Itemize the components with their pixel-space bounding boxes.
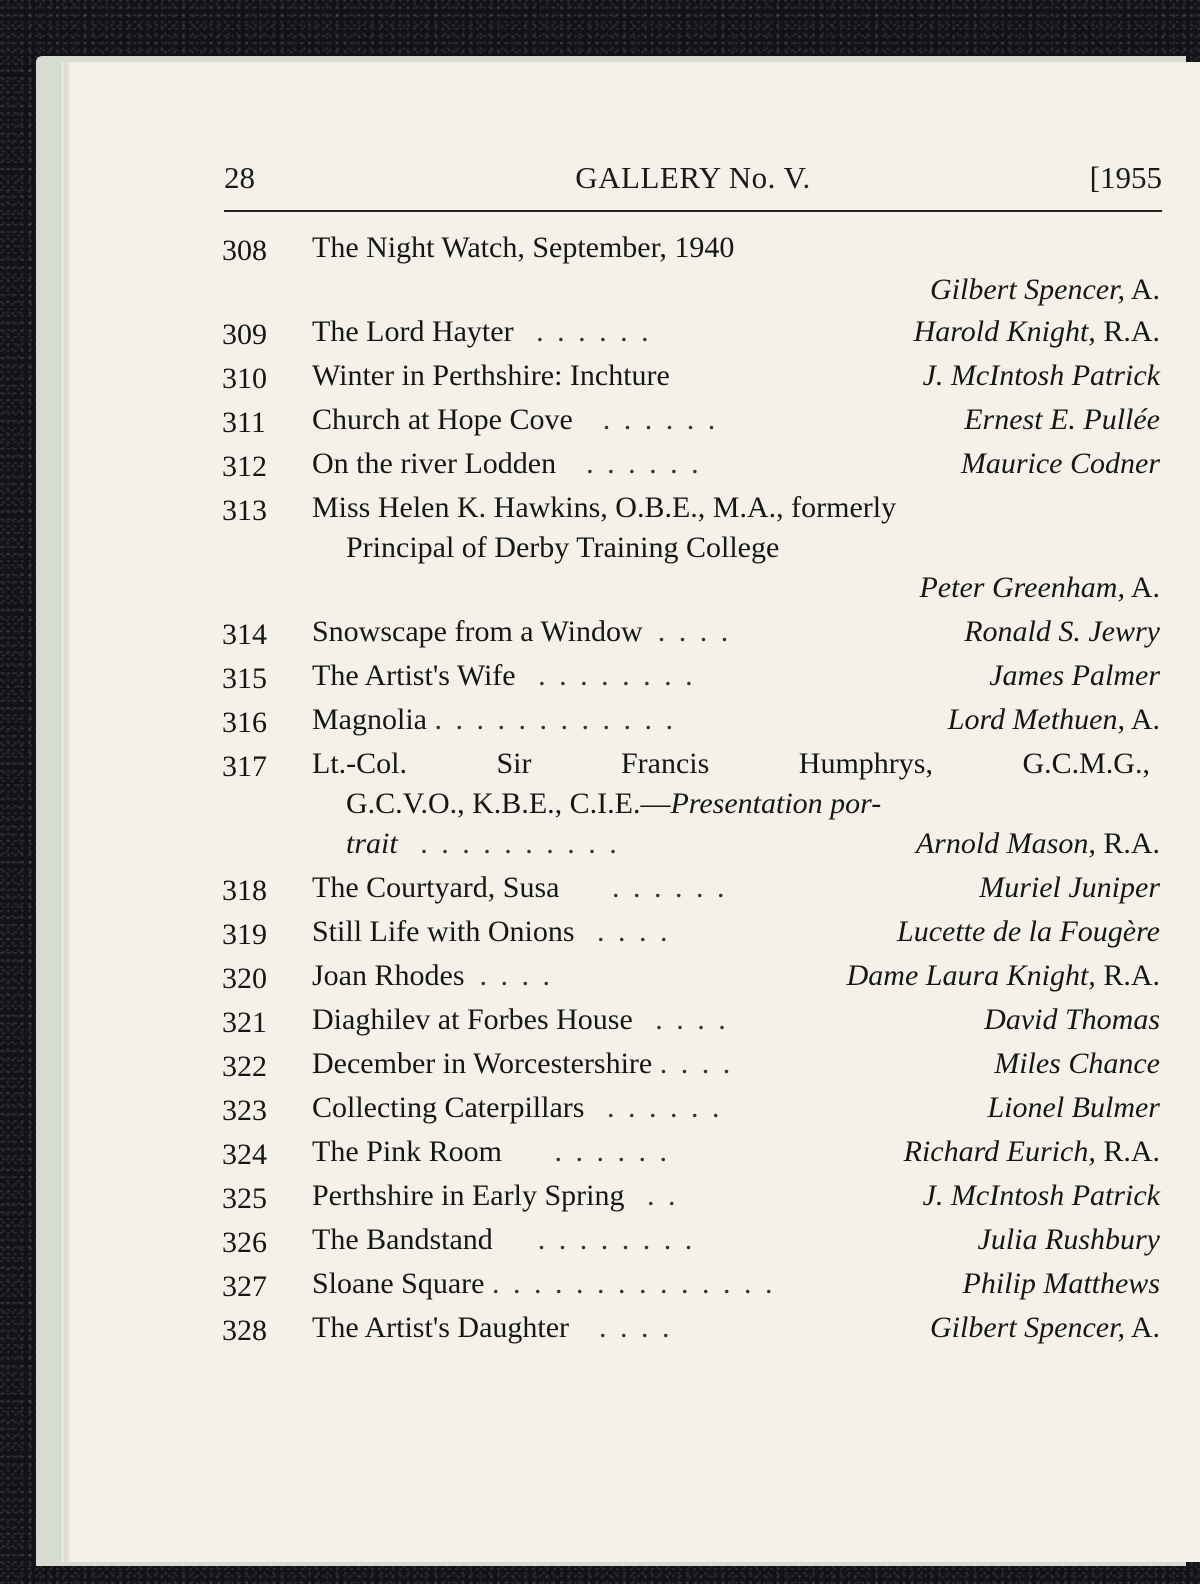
entry-artist-suffix: A. <box>1124 273 1160 306</box>
entry-artist: Ronald S. Jewry <box>964 615 1160 648</box>
leader-dots: . . . . . . . . . . . . <box>434 703 676 736</box>
entry-title: The Bandstand . . . . . . . . <box>312 1223 696 1256</box>
entry-number: 311 <box>222 406 266 439</box>
running-head <box>224 160 1162 202</box>
entry-artist-credit <box>930 1306 1160 1350</box>
entry-number: 322 <box>222 1050 267 1083</box>
entry-artist-suffix: R.A. <box>1095 827 1160 860</box>
catalogue-entry <box>222 698 1160 742</box>
entry-title: December in Worcestershire . . . . <box>312 1047 734 1080</box>
entry-title: Still Life with Onions . . . . <box>312 915 671 948</box>
entry-artist-credit <box>948 698 1160 742</box>
entry-title: Sloane Square . . . . . . . . . . . . . . <box>312 1267 776 1300</box>
entry-artist: Dame Laura Knight, <box>846 959 1096 992</box>
entry-number: 313 <box>222 494 267 527</box>
entry-artist-suffix: R.A. <box>1095 315 1160 348</box>
catalogue-entry <box>222 1130 1160 1174</box>
entry-artist: David Thomas <box>984 1003 1160 1036</box>
entry-title: Joan Rhodes . . . . <box>312 959 553 992</box>
catalogue-entry <box>222 1042 1160 1086</box>
leader-dots: . . <box>646 1179 679 1212</box>
entry-title: Winter in Perthshire: Inchture <box>312 359 670 392</box>
entry-title-continued: Principal of Derby Training College <box>346 531 780 564</box>
header-rule <box>224 210 1162 212</box>
entry-artist-credit <box>916 822 1160 866</box>
entry-artist: Gilbert Spencer, <box>930 273 1125 306</box>
entry-title: The Artist's Wife . . . . . . . . <box>312 659 696 692</box>
entry-number: 315 <box>222 662 267 695</box>
entry-artist-suffix: A. <box>1124 1311 1160 1344</box>
leader-dots: . . . . . . <box>536 315 652 348</box>
entry-artist: Miles Chance <box>994 1047 1160 1080</box>
entry-title: Diaghilev at Forbes House . . . . <box>312 1003 729 1036</box>
entry-title: Miss Helen K. Hawkins, O.B.E., M.A., formerly <box>312 491 897 524</box>
entry-number: 314 <box>222 618 267 651</box>
catalogue-entry <box>222 998 1160 1042</box>
entry-number: 309 <box>222 318 267 351</box>
entry-artist: Richard Eurich, <box>903 1135 1096 1168</box>
leader-dots: . . . . <box>655 1003 729 1036</box>
entry-artist-credit <box>930 270 1160 310</box>
entry-number: 317 <box>222 750 267 783</box>
entry-title: On the river Lodden . . . . . . <box>312 447 702 480</box>
entry-artist-credit <box>914 310 1160 354</box>
entry-artist: J. McIntosh Patrick <box>922 1179 1160 1212</box>
entry-number: 325 <box>222 1182 267 1215</box>
entry-artist: Peter Greenham, <box>919 571 1125 604</box>
catalogue-entry <box>222 910 1160 954</box>
entry-number: 321 <box>222 1006 267 1039</box>
leader-dots: . . . . . . . . <box>537 1223 696 1256</box>
entry-artist: James Palmer <box>989 659 1160 692</box>
leader-dots: . . . . <box>479 959 553 992</box>
entry-title: Snowscape from a Window . . . . <box>312 615 732 648</box>
leader-dots: . . . . . . . . . . . . . . <box>491 1267 776 1300</box>
entry-title: Collecting Caterpillars . . . . . . <box>312 1091 723 1124</box>
catalogue-entry <box>222 654 1160 698</box>
entry-title: Magnolia . . . . . . . . . . . . <box>312 703 676 736</box>
leader-dots: . . . . <box>597 915 671 948</box>
entry-artist-credit <box>847 954 1160 998</box>
entry-artist-suffix: R.A. <box>1095 959 1160 992</box>
entry-title: The Night Watch, September, 1940 <box>312 231 735 264</box>
leader-dots: . . . . . . . . <box>538 659 696 692</box>
catalogue-entry <box>222 1306 1160 1350</box>
entry-number: 320 <box>222 962 267 995</box>
entry-title: The Pink Room . . . . . . <box>312 1135 671 1168</box>
entry-title: The Courtyard, Susa . . . . . . <box>312 871 728 904</box>
catalogue-entry <box>222 226 1160 310</box>
entry-title: The Lord Hayter . . . . . . <box>312 315 652 348</box>
catalogue-entry <box>222 1174 1160 1218</box>
entry-artist-credit <box>919 566 1160 610</box>
catalogue-entry <box>222 1262 1160 1306</box>
leader-dots: . . . . . . <box>586 447 702 480</box>
entry-number: 318 <box>222 874 267 907</box>
entry-number: 319 <box>222 918 267 951</box>
entry-number: 324 <box>222 1138 267 1171</box>
catalogue-entry <box>222 742 1160 866</box>
entry-artist: Ernest E. Pullée <box>964 403 1160 436</box>
entry-artist-suffix: A. <box>1124 703 1160 736</box>
gallery-title: GALLERY No. V. <box>575 160 811 195</box>
entry-artist: Lucette de la Fougère <box>897 915 1160 948</box>
entry-title: Church at Hope Cove . . . . . . <box>312 403 719 436</box>
entry-artist: Arnold Mason, <box>915 827 1096 860</box>
catalogue-entry <box>222 310 1160 354</box>
leader-dots: . . . . . . <box>554 1135 671 1168</box>
entry-number: 328 <box>222 1314 267 1347</box>
catalogue-entry <box>222 610 1160 654</box>
entry-artist: Philip Matthews <box>962 1267 1160 1300</box>
entry-artist: Lionel Bulmer <box>987 1091 1160 1124</box>
catalogue-entry <box>222 1218 1160 1262</box>
catalogue-entry <box>222 354 1160 398</box>
leader-dots: . . . . . . <box>606 1091 723 1124</box>
leader-dots: . . . . . . . . . . <box>420 827 620 860</box>
leader-dots: . . . . . . <box>602 403 719 436</box>
entry-number: 323 <box>222 1094 267 1127</box>
entry-artist: Harold Knight, <box>913 315 1096 348</box>
catalogue-entries <box>222 226 1160 1350</box>
entry-number: 316 <box>222 706 267 739</box>
entry-artist: Lord Methuen, <box>947 703 1125 736</box>
entry-number: 327 <box>222 1270 267 1303</box>
entry-number: 308 <box>222 234 267 267</box>
entry-title: The Artist's Daughter . . . . <box>312 1311 673 1344</box>
leader-dots: . . . . <box>659 1047 734 1080</box>
entry-number: 310 <box>222 362 267 395</box>
entry-title-continued: trait . . . . . . . . . . <box>346 827 620 860</box>
leader-dots: . . . . <box>657 615 732 648</box>
entry-artist: Muriel Juniper <box>979 871 1160 904</box>
entry-artist-credit <box>904 1130 1160 1174</box>
leader-dots: . . . . <box>599 1311 673 1344</box>
entry-title: Perthshire in Early Spring . . <box>312 1179 679 1212</box>
entry-number: 312 <box>222 450 267 483</box>
entry-artist: Julia Rushbury <box>977 1223 1160 1256</box>
page-number: 28 <box>224 160 255 195</box>
leader-dots: . . . . . . <box>611 871 728 904</box>
catalogue-entry <box>222 442 1160 486</box>
entry-number: 326 <box>222 1226 267 1259</box>
entry-artist: Maurice Codner <box>960 447 1160 480</box>
entry-artist-suffix: R.A. <box>1095 1135 1160 1168</box>
year-label: [1955 <box>1089 160 1162 195</box>
catalogue-entry <box>222 954 1160 998</box>
entry-artist-suffix: A. <box>1124 571 1160 604</box>
entry-title-continued: G.C.V.O., K.B.E., C.I.E.—Presentation por- <box>346 787 882 820</box>
catalogue-entry <box>222 398 1160 442</box>
entry-artist: Gilbert Spencer, <box>930 1311 1125 1344</box>
entry-title: Lt.-Col. Sir Francis Humphrys, G.C.M.G., <box>312 747 1150 780</box>
catalogue-entry <box>222 486 1160 610</box>
catalogue-entry <box>222 1086 1160 1130</box>
catalogue-entry <box>222 866 1160 910</box>
entry-artist: J. McIntosh Patrick <box>922 359 1160 392</box>
